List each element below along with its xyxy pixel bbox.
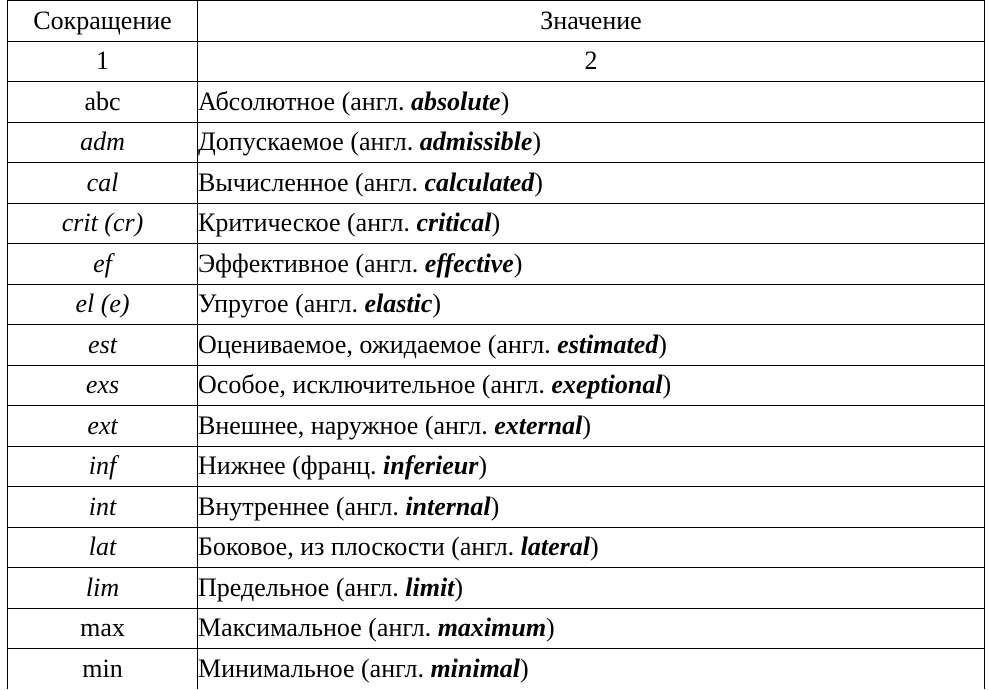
- meaning-cell: [198, 203, 985, 244]
- meaning-text: Особое, исключительное (англ.: [198, 370, 552, 400]
- meaning-cell: [198, 527, 985, 568]
- source-term: limit: [405, 572, 455, 602]
- abbreviation-cell: adm: [8, 122, 198, 163]
- abbreviation-cell: ef: [8, 244, 198, 285]
- source-term: exeptional: [551, 370, 663, 400]
- table-row: [8, 446, 985, 487]
- closing-paren: ): [490, 491, 500, 521]
- source-term: maximum: [437, 613, 547, 643]
- meaning-text: Эффективное (англ.: [198, 248, 425, 278]
- source-term: lateral: [520, 532, 591, 562]
- meaning-cell: [198, 568, 985, 609]
- table-row: [8, 163, 985, 204]
- closing-paren: ): [500, 86, 510, 116]
- meaning-cell: [198, 325, 985, 366]
- meaning-cell: [198, 284, 985, 325]
- meaning-text: Критическое (англ.: [198, 208, 417, 238]
- closing-paren: ): [662, 370, 672, 400]
- source-term: inferieur: [383, 451, 479, 481]
- table-row: [8, 487, 985, 528]
- closing-paren: ): [513, 248, 523, 278]
- meaning-text: Минимальное (англ.: [198, 653, 431, 683]
- meaning-text: Внутреннее (англ.: [198, 491, 406, 521]
- meaning-cell: [198, 82, 985, 123]
- source-term: effective: [424, 248, 514, 278]
- abbreviation-cell: abc: [8, 82, 198, 123]
- source-term: admissible: [419, 127, 533, 157]
- table-row: [8, 203, 985, 244]
- meaning-text: Вычисленное (англ.: [198, 167, 425, 197]
- closing-paren: ): [491, 208, 501, 238]
- abbreviation-cell: crit (cr): [8, 203, 198, 244]
- source-term: estimated: [557, 329, 659, 359]
- closing-paren: ): [590, 532, 599, 562]
- closing-paren: ): [432, 289, 442, 319]
- header-meaning: Значение: [198, 1, 985, 42]
- closing-paren: ): [546, 613, 555, 643]
- column-number-row: [8, 41, 985, 82]
- meaning-cell: [198, 446, 985, 487]
- closing-paren: ): [582, 410, 592, 440]
- closing-paren: ): [520, 653, 529, 683]
- abbreviation-cell: max: [8, 608, 198, 649]
- closing-paren: ): [658, 329, 667, 359]
- meaning-text: Внешнее, наружное (англ.: [198, 410, 495, 440]
- abbreviation-cell: inf: [8, 446, 198, 487]
- table-row: [8, 649, 985, 689]
- table-row: [8, 284, 985, 325]
- meaning-text: Предельное (англ.: [198, 572, 406, 602]
- closing-paren: ): [532, 127, 542, 157]
- meaning-text: Упругое (англ.: [198, 289, 365, 319]
- meaning-cell: [198, 608, 985, 649]
- table-row: [8, 527, 985, 568]
- table-row: [8, 325, 985, 366]
- source-term: critical: [416, 208, 492, 238]
- abbreviation-cell: est: [8, 325, 198, 366]
- source-term: internal: [405, 491, 491, 521]
- column-number-2: 2: [198, 41, 985, 82]
- source-term: minimal: [430, 653, 521, 683]
- source-term: absolute: [411, 86, 501, 116]
- closing-paren: ): [454, 572, 464, 602]
- table-row: [8, 406, 985, 447]
- source-term: elastic: [364, 289, 433, 319]
- meaning-cell: [198, 244, 985, 285]
- meaning-text: Нижнее (франц.: [198, 451, 384, 481]
- abbreviation-cell: lat: [8, 527, 198, 568]
- table-row: [8, 365, 985, 406]
- abbreviation-cell: cal: [8, 163, 198, 204]
- meaning-cell: [198, 163, 985, 204]
- table-row: [8, 568, 985, 609]
- meaning-cell: [198, 487, 985, 528]
- meaning-cell: [198, 365, 985, 406]
- meaning-text: Максимальное (англ.: [198, 613, 438, 643]
- meaning-text: Боковое, из плоскости (англ.: [198, 532, 521, 562]
- meaning-cell: [198, 649, 985, 689]
- meaning-text: Абсолютное (англ.: [198, 86, 412, 116]
- abbreviation-cell: lim: [8, 568, 198, 609]
- source-term: calculated: [424, 167, 535, 197]
- source-term: external: [494, 410, 583, 440]
- table-row: [8, 244, 985, 285]
- abbreviation-cell: min: [8, 649, 198, 689]
- closing-paren: ): [478, 451, 488, 481]
- column-number-1: 1: [8, 41, 198, 82]
- meaning-cell: [198, 406, 985, 447]
- abbreviation-table: [7, 0, 985, 689]
- abbreviation-cell: el (e): [8, 284, 198, 325]
- meaning-text: Оцениваемое, ожидаемое (англ.: [198, 329, 558, 359]
- header-abbreviation: Сокращение: [8, 1, 198, 42]
- table-row: [8, 608, 985, 649]
- abbreviation-cell: ext: [8, 406, 198, 447]
- abbreviation-cell: exs: [8, 365, 198, 406]
- closing-paren: ): [534, 167, 543, 197]
- table-row: [8, 82, 985, 123]
- table-row: [8, 122, 985, 163]
- abbreviation-cell: int: [8, 487, 198, 528]
- meaning-cell: [198, 122, 985, 163]
- meaning-text: Допускаемое (англ.: [198, 127, 420, 157]
- header-row: [8, 1, 985, 42]
